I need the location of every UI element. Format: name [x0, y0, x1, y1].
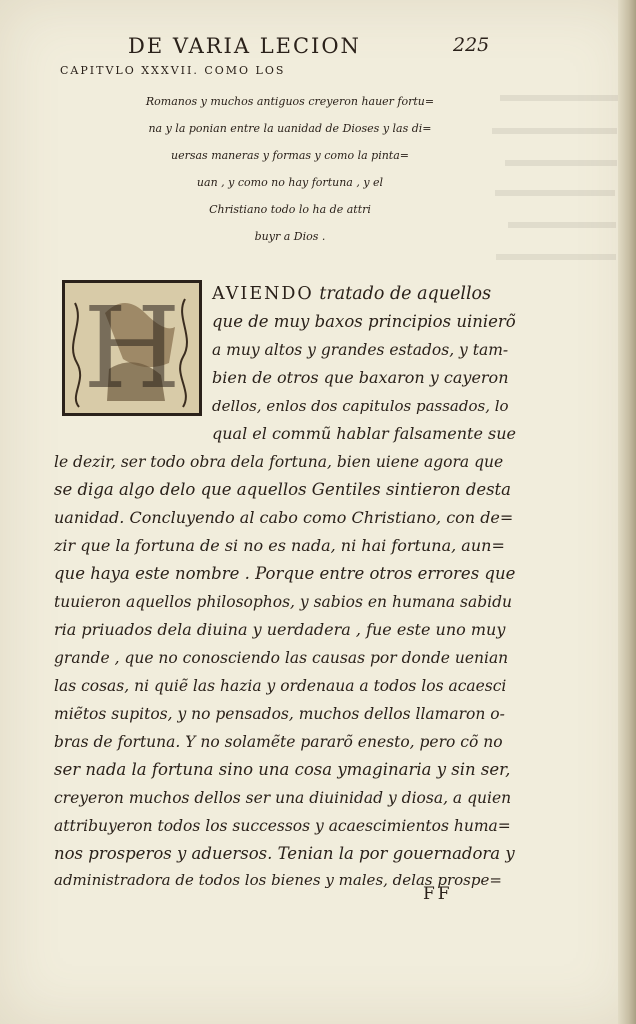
text-line: que de muy baxos principios uinierõ: [212, 312, 516, 331]
opening-line-rest: tratado de aquellos: [319, 284, 492, 304]
running-head-title: DE VARIA LECION: [128, 34, 361, 58]
text-line: las cosas, ni quiẽ las hazia y ordenaua a todos los acaesci: [54, 677, 507, 695]
chapter-title-line: uersas maneras y formas y como la pinta=: [171, 149, 409, 162]
text-line: administradora de todos los bienes y males, delas prospe=: [54, 871, 502, 889]
chapter-title-line: Romanos y muchos antiguos creyeron hauer fortu=: [145, 95, 435, 108]
text-line: zir que la fortuna de si no es nada, ni hai fortuna, aun=: [54, 536, 505, 555]
chapter-title-line: buyr a Dios .: [254, 230, 326, 243]
text-line: que haya este nombre . Porque entre otros errores que: [54, 564, 516, 583]
page-number: 225: [453, 34, 490, 56]
drop-cap-letter: H: [83, 284, 181, 413]
text-line: attribuyeron todos los successos y acaescimientos huma=: [54, 817, 511, 835]
text-line: creyeron muchos dellos ser una diuinidad y diosa, a quien: [54, 789, 512, 807]
signature-mark: FF: [423, 884, 453, 904]
text-line: bras de fortuna. Y no solamẽte pararõ enesto, pero cõ no: [54, 733, 503, 751]
text-line: miẽtos supitos, y no pensados, muchos dellos llamaron o-: [54, 705, 505, 723]
text-line: bien de otros que baxaron y cayeron: [212, 368, 509, 387]
chapter-title-line: uan , y como no hay fortuna , y el: [196, 176, 384, 189]
text-line: qual el commũ hablar falsamente sue: [212, 424, 517, 443]
text-line: le dezir, ser todo obra dela fortuna, bien uiene agora que: [54, 453, 504, 471]
text-line: ser nada la fortuna sino una cosa ymaginaria y sin ser,: [54, 760, 511, 779]
chapter-title-line: na y la ponian entre la uanidad de Dioses y las di=: [148, 122, 432, 135]
text-line: grande , que no conosciendo las causas por donde uenian: [54, 649, 509, 667]
chapter-title-line: Christiano todo lo ha de attri: [209, 203, 371, 216]
opening-word: AVIENDO: [212, 284, 314, 304]
text-line: tuuieron aquellos philosophos, y sabios en humana sabidu: [54, 593, 512, 611]
text-line: nos prosperos y aduersos. Tenian la por gouernadora y: [54, 844, 515, 863]
text-line: a muy altos y grandes estados, y tam-: [212, 341, 509, 359]
text-line: ria priuados dela diuina y uerdadera , fue este uno muy: [54, 620, 506, 639]
text-line: se diga algo delo que aquellos Gentiles sintieron desta: [54, 480, 512, 499]
text-line: [212, 280, 491, 308]
text-line: uanidad. Concluyendo al cabo como Christiano, con de=: [54, 508, 514, 527]
chapter-heading: CAPITVLO XXXVII. COMO LOS: [60, 64, 286, 77]
text-line: dellos, enlos dos capitulos passados, lo: [212, 397, 509, 415]
